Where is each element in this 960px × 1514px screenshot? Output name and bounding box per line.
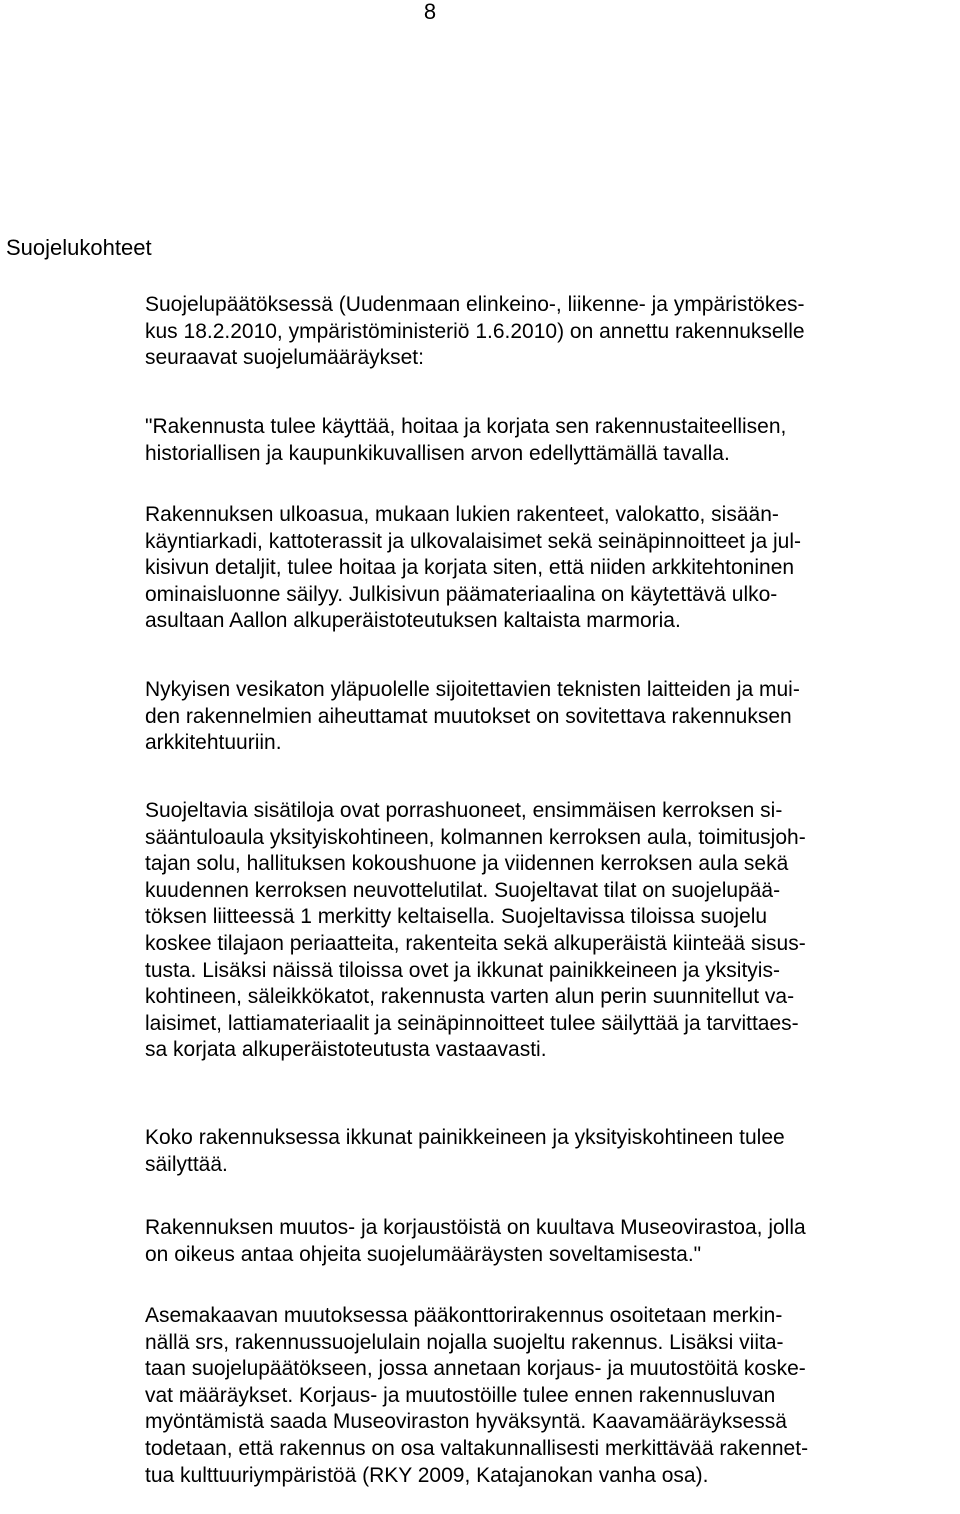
text-line: ominaisluonne säilyy. Julkisivun päämateriaalina on käytettävä ulko- bbox=[145, 582, 778, 606]
paragraph-4 bbox=[145, 677, 960, 757]
text-line: seuraavat suojelumääräykset: bbox=[145, 346, 424, 370]
text-line: todetaan, että rakennus on osa valtakunnallisesti merkittävää rakennet- bbox=[145, 1436, 809, 1460]
text-line: Koko rakennuksessa ikkunat painikkeineen ja yksityiskohtineen tulee bbox=[145, 1126, 785, 1149]
text-line: vat määräykset. Korjaus- ja muutostöille tulee ennen rakennusluvan bbox=[145, 1383, 776, 1407]
paragraph-6 bbox=[145, 1125, 960, 1178]
text-line: tajan solu, hallituksen kokoushuone ja viidennen kerroksen aula sekä bbox=[145, 852, 789, 876]
text-line: Rakennuksen muutos- ja korjaustöistä on kuultava Museovirastoa, jolla bbox=[145, 1216, 806, 1239]
text-line: den rakennelmien aiheuttamat muutokset on sovitettava rakennuksen bbox=[145, 704, 792, 728]
text-line: sa korjata alkuperäistoteutusta vastaavasti. bbox=[145, 1038, 547, 1062]
text-line: Suojelupäätöksessä (Uudenmaan elinkeino-, liikenne- ja ympäristökes- bbox=[145, 293, 805, 316]
text-line: on oikeus antaa ohjeita suojelumääräysten soveltamisesta." bbox=[145, 1242, 702, 1266]
text-line: historiallisen ja kaupunkikuvallisen arvon edellyttämällä tavalla. bbox=[145, 441, 730, 465]
text-line: laisimet, lattiamateriaalit ja seinäpinnoitteet tulee säilyttää ja tarvittaes- bbox=[145, 1011, 799, 1035]
text-line: sääntuloaula yksityiskohtineen, kolmannen kerroksen aula, toimitusjoh- bbox=[145, 825, 806, 849]
text-line: myöntämistä saada Museoviraston hyväksyntä. Kaavamääräyksessä bbox=[145, 1410, 787, 1434]
paragraph-3 bbox=[145, 502, 960, 635]
paragraph-8 bbox=[145, 1303, 960, 1489]
text-line: Asemakaavan muutoksessa pääkonttorirakennus osoitetaan merkin- bbox=[145, 1304, 783, 1327]
text-line: Suojeltavia sisätiloja ovat porrashuoneet, ensimmäisen kerroksen si- bbox=[145, 799, 783, 822]
text-line: säilyttää. bbox=[145, 1152, 228, 1176]
paragraph-1 bbox=[145, 292, 960, 372]
text-line: asultaan Aallon alkuperäistoteutuksen kaltaista marmoria. bbox=[145, 609, 681, 633]
text-line: tusta. Lisäksi näissä tiloissa ovet ja ikkunat painikkeineen ja yksityis- bbox=[145, 958, 780, 982]
text-line: nällä srs, rakennussuojelulain nojalla suojeltu rakennus. Lisäksi viita- bbox=[145, 1330, 784, 1354]
text-line: kuudennen kerroksen neuvottelutilat. Suojeltavat tilat on suojelupää- bbox=[145, 878, 781, 902]
section-heading: Suojelukohteet bbox=[6, 235, 152, 260]
text-line: taan suojelupäätökseen, jossa annetaan korjaus- ja muutostöitä koske- bbox=[145, 1357, 806, 1381]
text-line: töksen liitteessä 1 merkitty keltaisella. Suojeltavissa tiloissa suojelu bbox=[145, 905, 768, 929]
text-line: Rakennuksen ulkoasua, mukaan lukien rakenteet, valokatto, sisään- bbox=[145, 503, 779, 526]
text-line: tua kulttuuriympäristöä (RKY 2009, Katajanokan vanha osa). bbox=[145, 1463, 709, 1487]
page-number: 8 bbox=[423, 0, 437, 24]
text-line: koskee tilajaon periaatteita, rakenteita sekä alkuperäistä kiinteää sisus- bbox=[145, 931, 806, 955]
text-line: kohtineen, säleikkökatot, rakennusta varten alun perin suunnitellut va- bbox=[145, 985, 795, 1009]
text-line: arkkitehtuuriin. bbox=[145, 731, 282, 755]
text-line: kisivun detaljit, tulee hoitaa ja korjata siten, että niiden arkkitehtoninen bbox=[145, 556, 795, 580]
text-line: "Rakennusta tulee käyttää, hoitaa ja korjata sen rakennustaiteellisen, bbox=[145, 415, 787, 438]
text-line: Nykyisen vesikaton yläpuolelle sijoitettavien teknisten laitteiden ja mui- bbox=[145, 678, 800, 701]
text-line: käyntiarkadi, kattoterassit ja ulkovalaisimet sekä seinäpinnoitteet ja jul- bbox=[145, 529, 801, 553]
paragraph-5 bbox=[145, 798, 960, 1064]
paragraph-7 bbox=[145, 1215, 960, 1268]
text-line: kus 18.2.2010, ympäristöministeriö 1.6.2010) on annettu rakennukselle bbox=[145, 319, 805, 343]
paragraph-2 bbox=[145, 414, 960, 467]
